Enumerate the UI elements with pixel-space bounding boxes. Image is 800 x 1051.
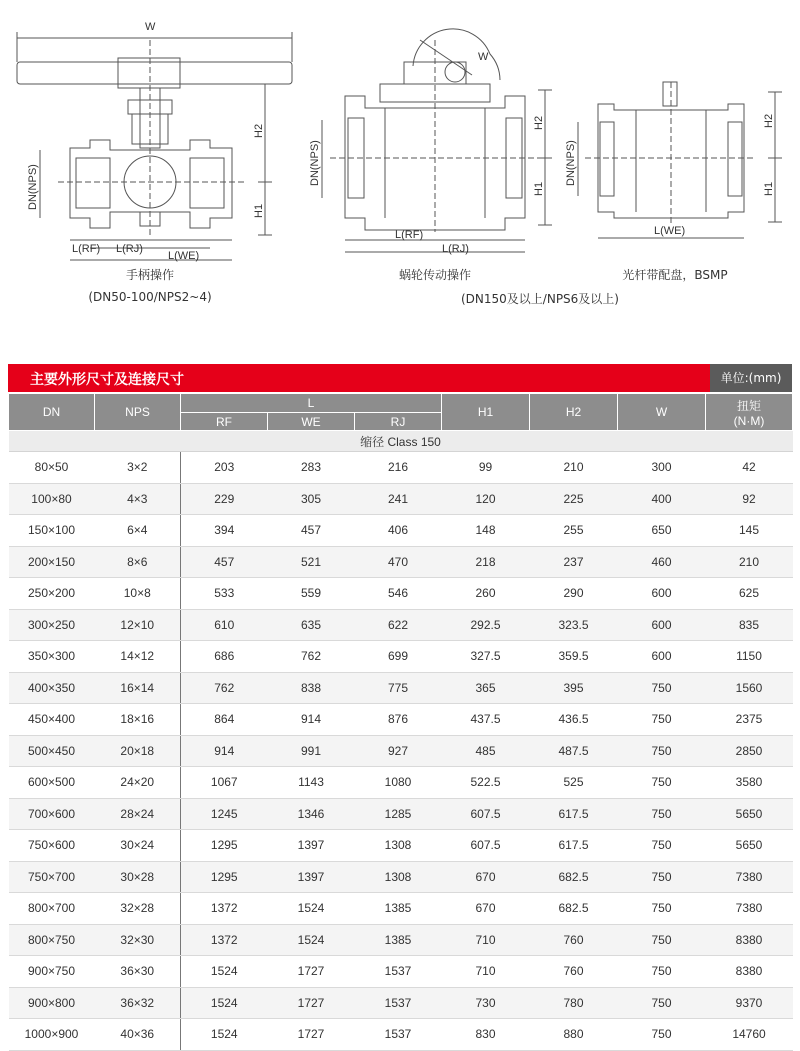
dimension-table bbox=[8, 393, 793, 1051]
cell-nps: 32×28 bbox=[95, 893, 181, 925]
cell-w: 300 bbox=[618, 452, 706, 484]
header-rf: RF bbox=[181, 413, 268, 431]
cell-h1: 365 bbox=[442, 672, 530, 704]
cell-h1: 730 bbox=[442, 987, 530, 1019]
cell-l-rj: 1308 bbox=[355, 861, 442, 893]
cell-l-rf: 1295 bbox=[181, 861, 268, 893]
gear-dim-dn: DN(NPS) bbox=[309, 140, 321, 186]
cell-nps: 24×20 bbox=[95, 767, 181, 799]
dim-dn: DN(NPS) bbox=[27, 164, 39, 210]
cell-nps: 36×30 bbox=[95, 956, 181, 988]
dim-h1: H1 bbox=[253, 203, 265, 218]
table-row bbox=[9, 861, 793, 893]
cell-h2: 436.5 bbox=[530, 704, 618, 736]
cell-w: 750 bbox=[618, 735, 706, 767]
gear-operated-drawing bbox=[309, 29, 552, 255]
cell-l-we: 1727 bbox=[268, 987, 355, 1019]
cell-torque: 1150 bbox=[706, 641, 793, 673]
cell-nps: 8×6 bbox=[95, 546, 181, 578]
cell-l-rf: 533 bbox=[181, 578, 268, 610]
cell-h1: 710 bbox=[442, 956, 530, 988]
cell-nps: 20×18 bbox=[95, 735, 181, 767]
cell-h1: 120 bbox=[442, 483, 530, 515]
cell-torque: 9370 bbox=[706, 987, 793, 1019]
cell-torque: 145 bbox=[706, 515, 793, 547]
table-row bbox=[9, 798, 793, 830]
cell-l-rj: 927 bbox=[355, 735, 442, 767]
cell-h2: 525 bbox=[530, 767, 618, 799]
cell-l-we: 1524 bbox=[268, 924, 355, 956]
header-torque bbox=[706, 394, 793, 431]
cell-dn: 150×100 bbox=[9, 515, 95, 547]
bare-stem-drawing bbox=[565, 82, 782, 238]
header-rj: RJ bbox=[355, 413, 442, 431]
cell-w: 750 bbox=[618, 672, 706, 704]
dim-l-rf: L(RF) bbox=[72, 243, 101, 255]
cell-nps: 32×30 bbox=[95, 924, 181, 956]
cell-torque: 2375 bbox=[706, 704, 793, 736]
cell-h2: 682.5 bbox=[530, 893, 618, 925]
class-label: 缩径 Class 150 bbox=[9, 431, 793, 452]
cell-h1: 148 bbox=[442, 515, 530, 547]
bare-dim-dn: DN(NPS) bbox=[565, 140, 577, 186]
cell-l-we: 305 bbox=[268, 483, 355, 515]
cell-l-rj: 216 bbox=[355, 452, 442, 484]
cell-h1: 670 bbox=[442, 893, 530, 925]
header-h1: H1 bbox=[442, 394, 530, 431]
cell-l-rj: 1537 bbox=[355, 987, 442, 1019]
table-row bbox=[9, 735, 793, 767]
cell-torque: 7380 bbox=[706, 893, 793, 925]
cell-l-we: 635 bbox=[268, 609, 355, 641]
table-row bbox=[9, 893, 793, 925]
cell-dn: 300×250 bbox=[9, 609, 95, 641]
table-title-bar bbox=[8, 364, 792, 392]
cell-torque: 92 bbox=[706, 483, 793, 515]
table-row bbox=[9, 924, 793, 956]
cell-l-we: 838 bbox=[268, 672, 355, 704]
cell-nps: 3×2 bbox=[95, 452, 181, 484]
cell-h1: 292.5 bbox=[442, 609, 530, 641]
cell-dn: 750×600 bbox=[9, 830, 95, 862]
cell-h2: 760 bbox=[530, 956, 618, 988]
table-title-block bbox=[8, 364, 710, 392]
cell-torque: 835 bbox=[706, 609, 793, 641]
cell-h2: 210 bbox=[530, 452, 618, 484]
table-row bbox=[9, 578, 793, 610]
cell-torque: 3580 bbox=[706, 767, 793, 799]
table-row bbox=[9, 641, 793, 673]
cell-h1: 710 bbox=[442, 924, 530, 956]
header-dn: DN bbox=[9, 394, 95, 431]
cell-h1: 522.5 bbox=[442, 767, 530, 799]
cell-w: 600 bbox=[618, 641, 706, 673]
cell-w: 750 bbox=[618, 1019, 706, 1051]
cell-dn: 1000×900 bbox=[9, 1019, 95, 1051]
cell-h1: 327.5 bbox=[442, 641, 530, 673]
cell-l-we: 283 bbox=[268, 452, 355, 484]
cell-nps: 14×12 bbox=[95, 641, 181, 673]
dim-l-rj: L(RJ) bbox=[116, 243, 143, 255]
cell-dn: 250×200 bbox=[9, 578, 95, 610]
cell-nps: 30×28 bbox=[95, 861, 181, 893]
table-row bbox=[9, 1019, 793, 1051]
cell-l-rf: 1524 bbox=[181, 1019, 268, 1051]
cell-w: 750 bbox=[618, 987, 706, 1019]
gear-dim-h1: H1 bbox=[533, 181, 545, 196]
cell-nps: 6×4 bbox=[95, 515, 181, 547]
cell-l-we: 1143 bbox=[268, 767, 355, 799]
cell-l-rj: 406 bbox=[355, 515, 442, 547]
cell-w: 750 bbox=[618, 861, 706, 893]
cell-l-rj: 775 bbox=[355, 672, 442, 704]
cell-torque: 8380 bbox=[706, 956, 793, 988]
cell-h1: 485 bbox=[442, 735, 530, 767]
cell-h2: 682.5 bbox=[530, 861, 618, 893]
cell-l-we: 1397 bbox=[268, 830, 355, 862]
gear-dim-l-rj: L(RJ) bbox=[442, 243, 469, 255]
cell-l-we: 914 bbox=[268, 704, 355, 736]
cell-torque: 8380 bbox=[706, 924, 793, 956]
cell-dn: 900×750 bbox=[9, 956, 95, 988]
cell-torque: 5650 bbox=[706, 798, 793, 830]
header-nps: NPS bbox=[95, 394, 181, 431]
handle-operated-drawing bbox=[17, 21, 292, 262]
cell-l-rf: 1524 bbox=[181, 956, 268, 988]
cell-l-rj: 1385 bbox=[355, 893, 442, 925]
cell-dn: 900×800 bbox=[9, 987, 95, 1019]
bare-dim-h1: H1 bbox=[763, 181, 775, 196]
cell-w: 650 bbox=[618, 515, 706, 547]
header-h2: H2 bbox=[530, 394, 618, 431]
gear-caption-range: (DN150及以上/NPS6及以上) bbox=[461, 292, 619, 306]
cell-l-we: 1397 bbox=[268, 861, 355, 893]
gear-dim-h2: H2 bbox=[533, 115, 545, 130]
bare-caption: 光杆带配盘，BSMP bbox=[622, 268, 728, 282]
cell-l-rf: 1067 bbox=[181, 767, 268, 799]
table-body bbox=[9, 452, 793, 1051]
table-row bbox=[9, 483, 793, 515]
cell-h2: 359.5 bbox=[530, 641, 618, 673]
table-row bbox=[9, 830, 793, 862]
cell-l-rf: 762 bbox=[181, 672, 268, 704]
table-row bbox=[9, 767, 793, 799]
cell-h1: 607.5 bbox=[442, 830, 530, 862]
cell-torque: 1560 bbox=[706, 672, 793, 704]
cell-h2: 290 bbox=[530, 578, 618, 610]
cell-l-we: 521 bbox=[268, 546, 355, 578]
cell-torque: 14760 bbox=[706, 1019, 793, 1051]
cell-l-rj: 470 bbox=[355, 546, 442, 578]
drawings-area bbox=[0, 0, 800, 320]
cell-l-we: 991 bbox=[268, 735, 355, 767]
table-row bbox=[9, 672, 793, 704]
header-we: WE bbox=[268, 413, 355, 431]
cell-l-we: 1346 bbox=[268, 798, 355, 830]
cell-l-rj: 1080 bbox=[355, 767, 442, 799]
cell-l-we: 1727 bbox=[268, 956, 355, 988]
cell-nps: 36×32 bbox=[95, 987, 181, 1019]
cell-l-rj: 1385 bbox=[355, 924, 442, 956]
dim-w: W bbox=[145, 21, 156, 33]
cell-torque: 42 bbox=[706, 452, 793, 484]
cell-dn: 800×700 bbox=[9, 893, 95, 925]
cell-l-rf: 394 bbox=[181, 515, 268, 547]
cell-nps: 28×24 bbox=[95, 798, 181, 830]
cell-l-rf: 1372 bbox=[181, 893, 268, 925]
cell-h2: 323.5 bbox=[530, 609, 618, 641]
cell-nps: 12×10 bbox=[95, 609, 181, 641]
cell-h2: 617.5 bbox=[530, 798, 618, 830]
dim-h2: H2 bbox=[253, 123, 265, 138]
cell-l-rf: 686 bbox=[181, 641, 268, 673]
cell-w: 600 bbox=[618, 609, 706, 641]
cell-torque: 2850 bbox=[706, 735, 793, 767]
cell-w: 400 bbox=[618, 483, 706, 515]
cell-torque: 625 bbox=[706, 578, 793, 610]
cell-h2: 780 bbox=[530, 987, 618, 1019]
cell-w: 600 bbox=[618, 578, 706, 610]
cell-l-we: 762 bbox=[268, 641, 355, 673]
gear-dim-l-rf: L(RF) bbox=[395, 229, 424, 241]
cell-nps: 10×8 bbox=[95, 578, 181, 610]
cell-l-rf: 1524 bbox=[181, 987, 268, 1019]
table-header bbox=[9, 394, 793, 431]
cell-h2: 617.5 bbox=[530, 830, 618, 862]
cell-torque: 5650 bbox=[706, 830, 793, 862]
cell-dn: 750×700 bbox=[9, 861, 95, 893]
table-row bbox=[9, 546, 793, 578]
cell-h1: 260 bbox=[442, 578, 530, 610]
cell-nps: 40×36 bbox=[95, 1019, 181, 1051]
dim-l-we: L(WE) bbox=[168, 250, 200, 262]
cell-l-rj: 1537 bbox=[355, 1019, 442, 1051]
cell-l-rf: 203 bbox=[181, 452, 268, 484]
cell-nps: 16×14 bbox=[95, 672, 181, 704]
cell-dn: 400×350 bbox=[9, 672, 95, 704]
cell-w: 750 bbox=[618, 704, 706, 736]
cell-l-we: 1524 bbox=[268, 893, 355, 925]
cell-h1: 218 bbox=[442, 546, 530, 578]
cell-w: 460 bbox=[618, 546, 706, 578]
cell-l-rj: 876 bbox=[355, 704, 442, 736]
header-torque-unit: (N·M) bbox=[733, 413, 765, 428]
cell-l-rj: 622 bbox=[355, 609, 442, 641]
cell-h1: 99 bbox=[442, 452, 530, 484]
cell-l-we: 1727 bbox=[268, 1019, 355, 1051]
cell-l-rf: 457 bbox=[181, 546, 268, 578]
cell-l-rf: 610 bbox=[181, 609, 268, 641]
cell-h2: 880 bbox=[530, 1019, 618, 1051]
cell-w: 750 bbox=[618, 893, 706, 925]
cell-dn: 800×750 bbox=[9, 924, 95, 956]
cell-w: 750 bbox=[618, 767, 706, 799]
cell-w: 750 bbox=[618, 956, 706, 988]
cell-dn: 350×300 bbox=[9, 641, 95, 673]
cell-l-rf: 1245 bbox=[181, 798, 268, 830]
bare-dim-l-we: L(WE) bbox=[654, 225, 686, 237]
cell-h1: 437.5 bbox=[442, 704, 530, 736]
cell-torque: 7380 bbox=[706, 861, 793, 893]
cell-l-we: 457 bbox=[268, 515, 355, 547]
gear-dim-w: W bbox=[478, 51, 489, 63]
table-row bbox=[9, 515, 793, 547]
cell-l-rj: 699 bbox=[355, 641, 442, 673]
handle-caption: 手柄操作 bbox=[125, 268, 174, 282]
cell-dn: 700×600 bbox=[9, 798, 95, 830]
cell-nps: 4×3 bbox=[95, 483, 181, 515]
cell-l-rj: 546 bbox=[355, 578, 442, 610]
cell-w: 750 bbox=[618, 924, 706, 956]
cell-h2: 760 bbox=[530, 924, 618, 956]
table-title: 主要外形尺寸及连接尺寸 bbox=[30, 372, 184, 388]
header-l: L bbox=[181, 394, 442, 413]
cell-h2: 487.5 bbox=[530, 735, 618, 767]
unit-label: 单位:(mm) bbox=[710, 364, 792, 392]
table-row bbox=[9, 987, 793, 1019]
header-w: W bbox=[618, 394, 706, 431]
cell-l-rf: 864 bbox=[181, 704, 268, 736]
cell-nps: 18×16 bbox=[95, 704, 181, 736]
cell-h2: 255 bbox=[530, 515, 618, 547]
table-row bbox=[9, 452, 793, 484]
cell-torque: 210 bbox=[706, 546, 793, 578]
cell-h1: 670 bbox=[442, 861, 530, 893]
cell-l-rj: 241 bbox=[355, 483, 442, 515]
cell-dn: 450×400 bbox=[9, 704, 95, 736]
table-row bbox=[9, 704, 793, 736]
cell-w: 750 bbox=[618, 798, 706, 830]
cell-l-rf: 1295 bbox=[181, 830, 268, 862]
cell-h2: 237 bbox=[530, 546, 618, 578]
cell-h1: 607.5 bbox=[442, 798, 530, 830]
cell-h2: 395 bbox=[530, 672, 618, 704]
cell-dn: 500×450 bbox=[9, 735, 95, 767]
bare-dim-h2: H2 bbox=[763, 113, 775, 128]
cell-dn: 100×80 bbox=[9, 483, 95, 515]
handle-caption-range: (DN50-100/NPS2~4) bbox=[88, 290, 212, 304]
cell-dn: 600×500 bbox=[9, 767, 95, 799]
cell-dn: 200×150 bbox=[9, 546, 95, 578]
cell-dn: 80×50 bbox=[9, 452, 95, 484]
cell-l-rf: 229 bbox=[181, 483, 268, 515]
cell-l-rj: 1537 bbox=[355, 956, 442, 988]
cell-l-rj: 1308 bbox=[355, 830, 442, 862]
header-torque-label: 扭矩 bbox=[736, 398, 761, 413]
table-row bbox=[9, 609, 793, 641]
cell-l-rf: 914 bbox=[181, 735, 268, 767]
gear-caption: 蜗轮传动操作 bbox=[398, 268, 471, 282]
cell-h2: 225 bbox=[530, 483, 618, 515]
cell-nps: 30×24 bbox=[95, 830, 181, 862]
cell-l-rj: 1285 bbox=[355, 798, 442, 830]
table-row bbox=[9, 956, 793, 988]
cell-w: 750 bbox=[618, 830, 706, 862]
cell-l-rf: 1372 bbox=[181, 924, 268, 956]
cell-h1: 830 bbox=[442, 1019, 530, 1051]
cell-l-we: 559 bbox=[268, 578, 355, 610]
